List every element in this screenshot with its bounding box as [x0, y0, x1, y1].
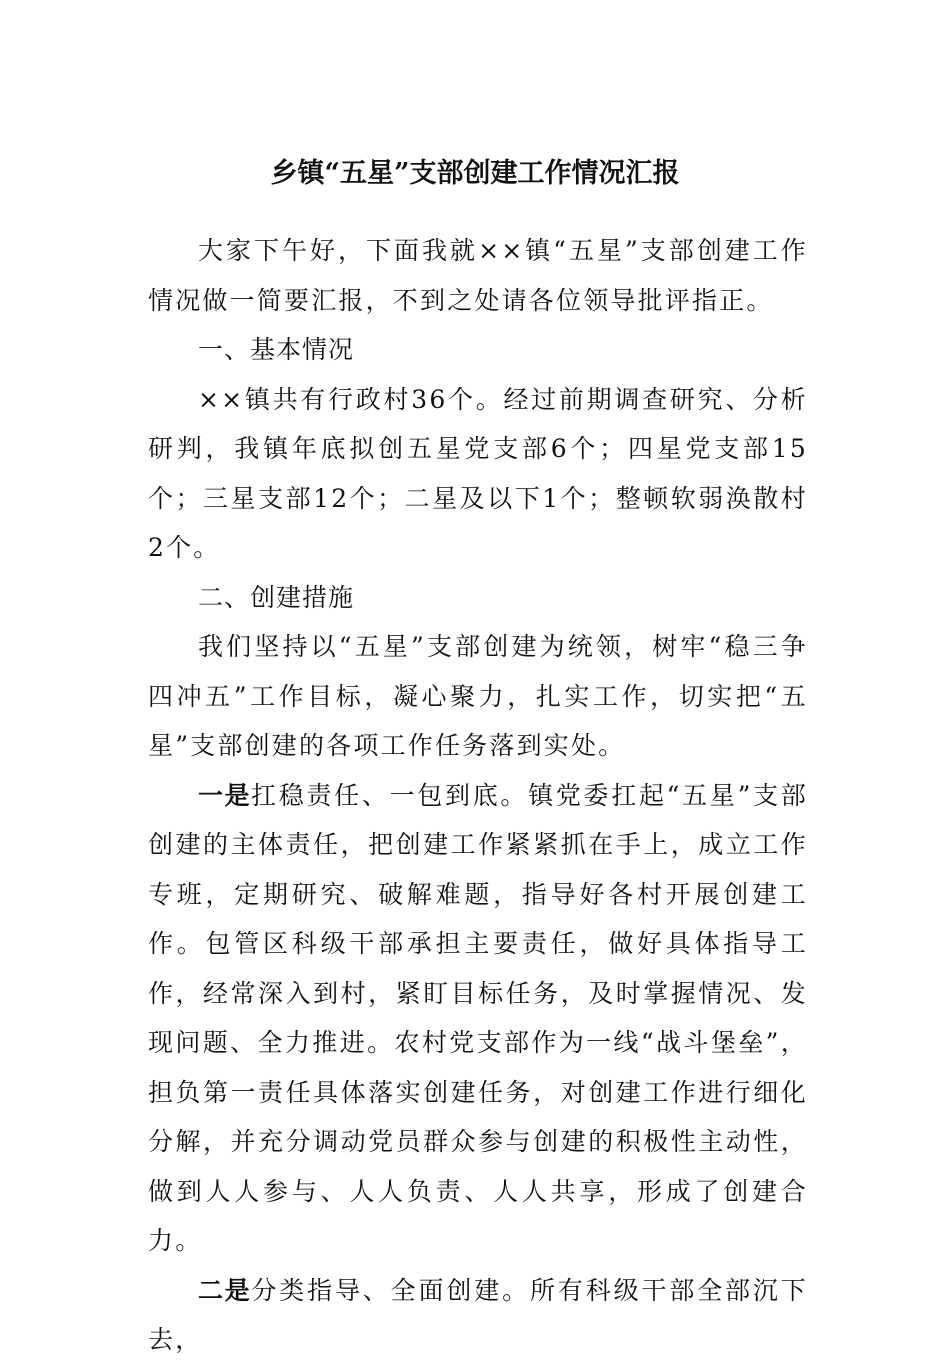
intro-paragraph: 大家下午好，下面我就××镇“五星”支部创建工作情况做一简要汇报，不到之处请各位领导批评指正。	[148, 236, 808, 315]
measure-two-text: 分类指导、全面创建。所有科级干部全部沉下去，	[148, 1275, 808, 1354]
measure-two-paragraph	[148, 1266, 808, 1365]
document-title: 乡镇“五星”支部创建工作情况汇报	[270, 158, 680, 189]
document-body	[148, 226, 808, 1365]
measure-two-lead: 二是	[198, 1275, 252, 1305]
measure-one-text: 扛稳责任、一包到底。镇党委扛起“五星”支部创建的主体责任，把创建工作紧紧抓在手上，成立工作专班，定期研究、破解难题，指导好各村开展创建工作。包管区科级干部承担主要责任，做好具体指导工作，经常深入到村，紧盯目标任务，及时掌握情况、发现问题、全力推进。农村党支部作为一线“战斗堡垒”，担负第一责任具体落实创建任务，对创建工作进行细化分解，并充分调动党员群众参与创建的积极性主动性，做到人人参与、人人负责、人人共享，形成了创建合力。	[148, 780, 808, 1255]
section-heading-measures: 二、创建措施	[198, 582, 355, 612]
measure-one-lead: 一是	[198, 780, 252, 810]
section-basic-paragraph: ××镇共有行政村36个。经过前期调查研究、分析研判，我镇年底拟创五星党支部6个；四星党支部15个；三星支部12个；二星及以下1个；整顿软弱涣散村2个。	[148, 384, 808, 562]
section-heading-basic: 一、基本情况	[198, 335, 355, 364]
measure-one-paragraph	[148, 771, 808, 1266]
section-measures-paragraph: 我们坚持以“五星”支部创建为统领，树牢“稳三争四冲五”工作目标，凝心聚力，扎实工作，切实把“五星”支部创建的各项工作任务落到实处。	[148, 632, 808, 760]
